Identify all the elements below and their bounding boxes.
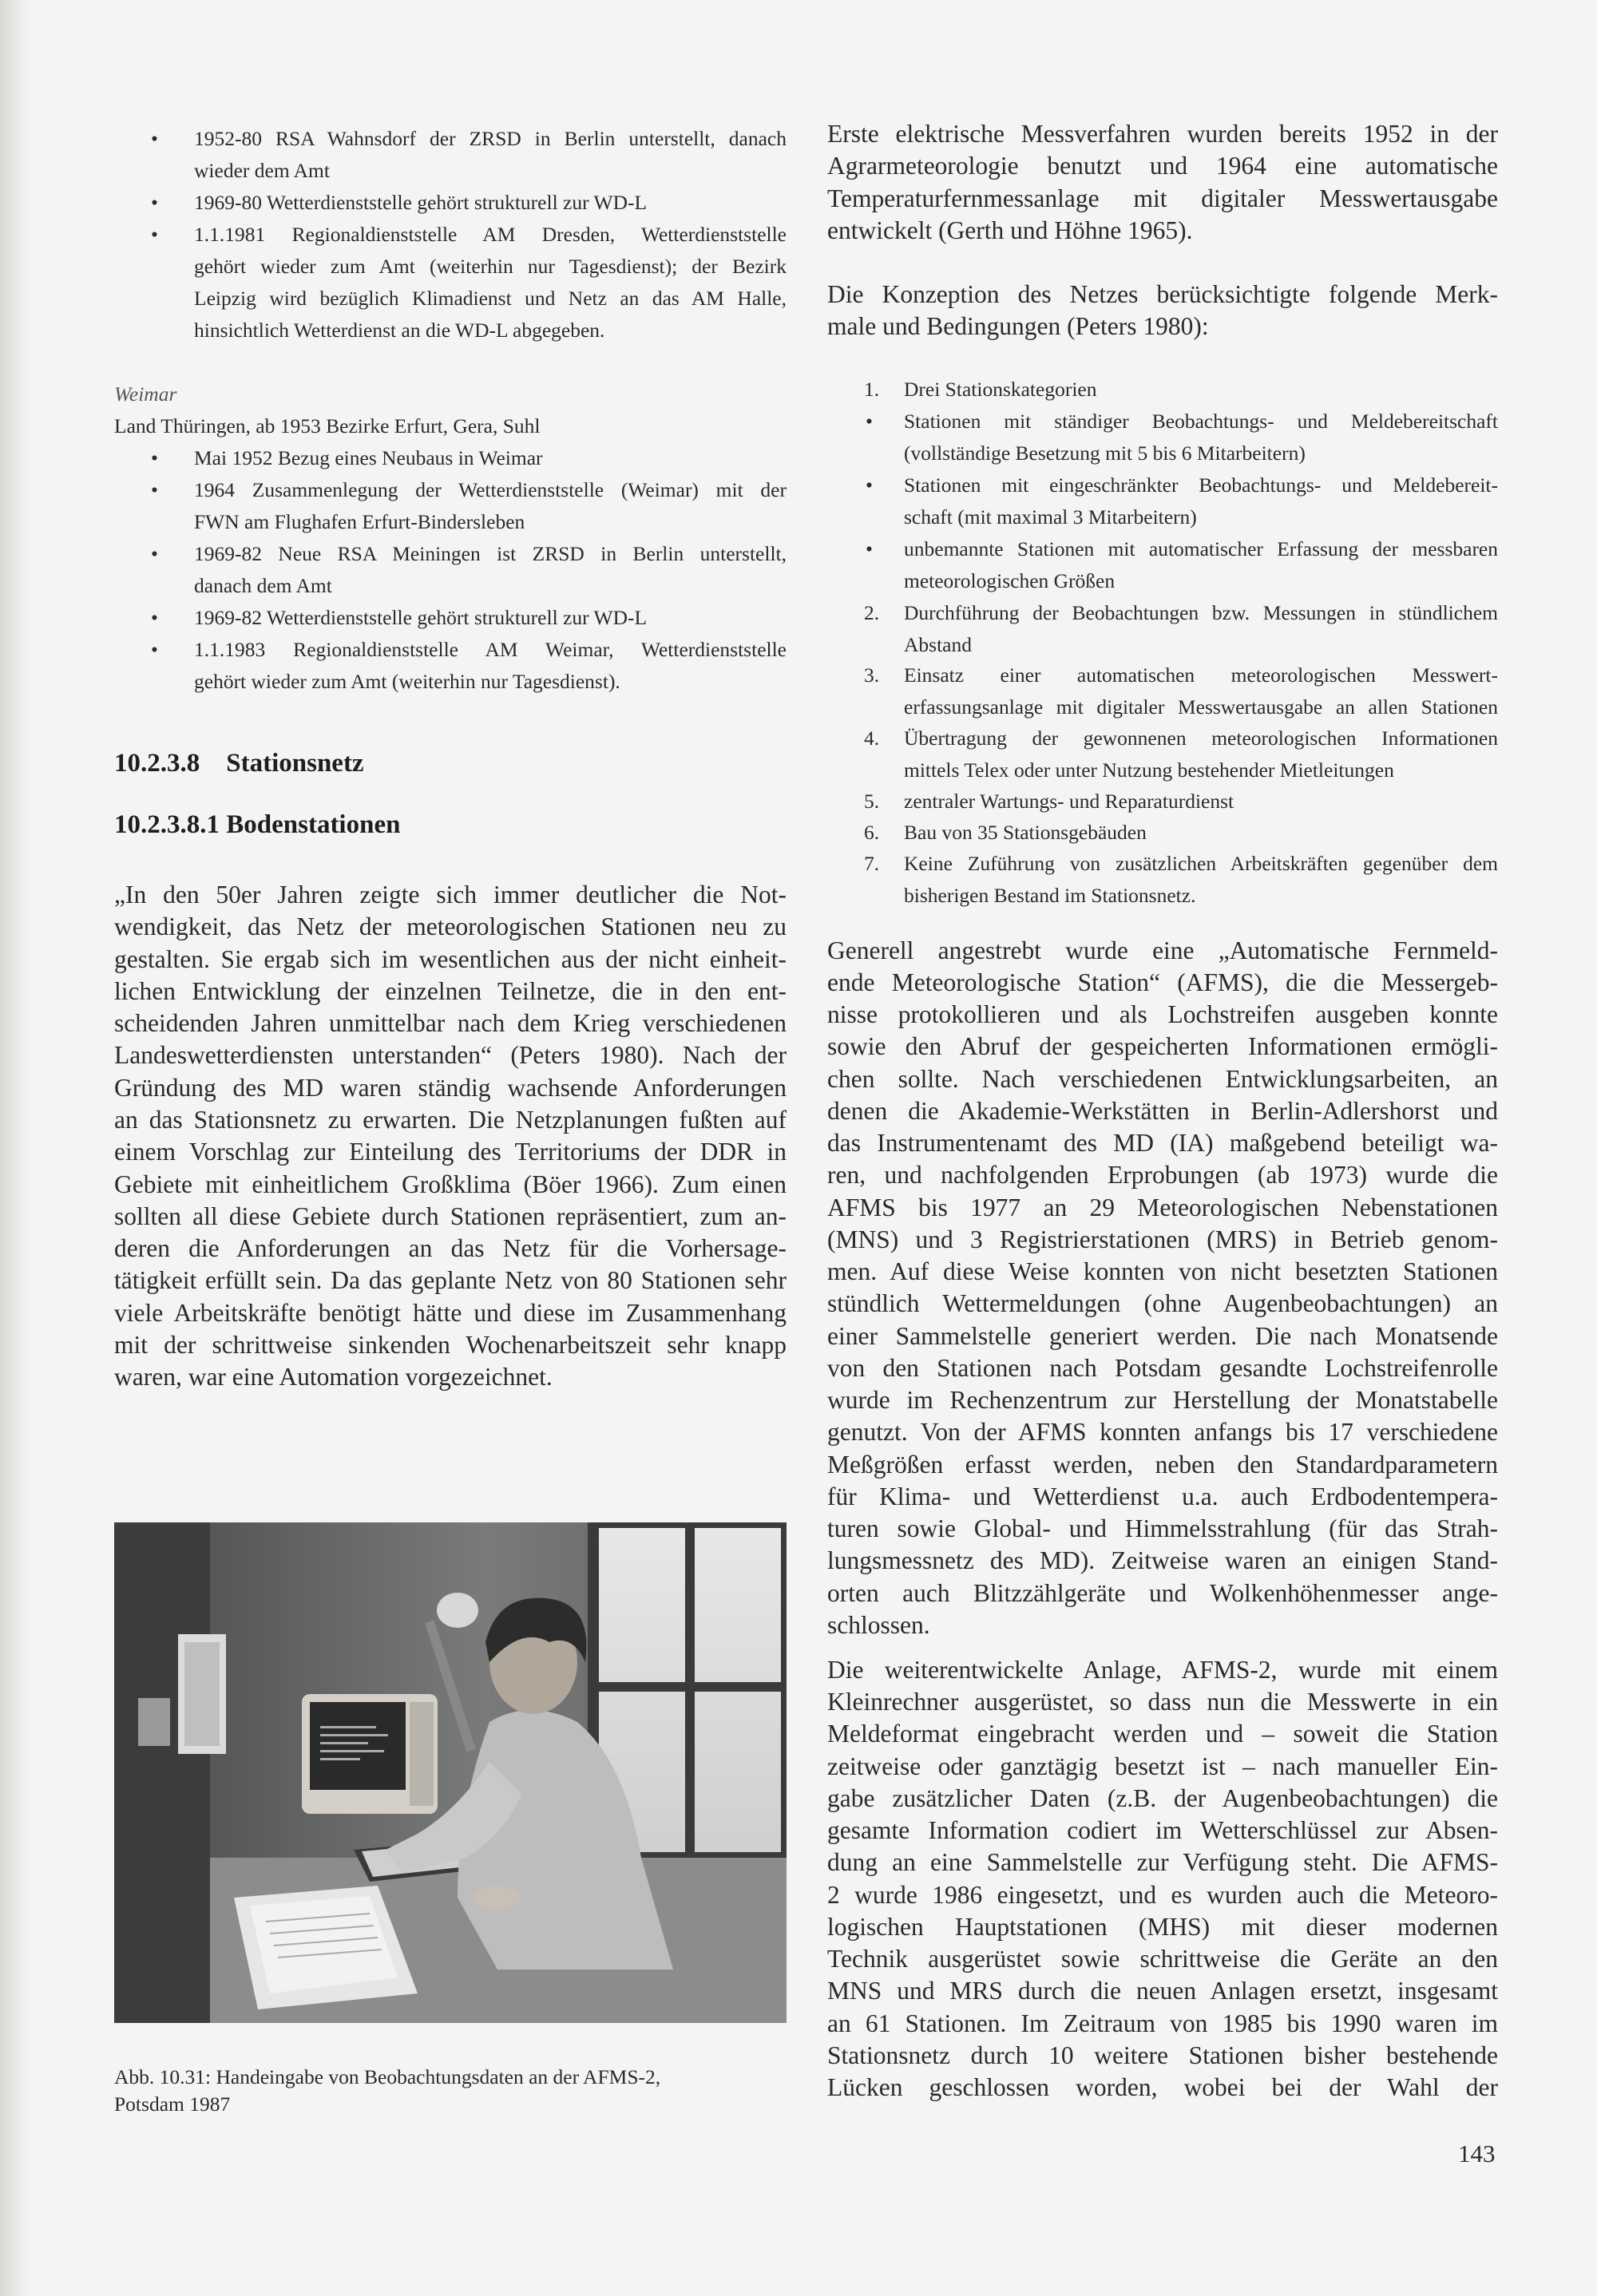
text-line: waren, war eine Automation vorgezeichnet. (114, 1363, 553, 1391)
text-line: Die weiterentwickelte Anlage, AFMS-2, wurde mit einem (827, 1656, 1498, 1684)
text-line: zeitweise oder ganztägig besetzt ist – nach manueller Ein- (827, 1752, 1498, 1780)
text-line: Meßgrößen erfasst werden, neben den Standardparametern (827, 1451, 1498, 1479)
photo-afms2-operator (114, 1522, 787, 2023)
weimar-intro: Land Thüringen, ab 1953 Bezirke Erfurt, Gera, Suhl (114, 414, 541, 437)
text-line: schlossen. (827, 1611, 930, 1639)
text-line: das Instrumentenamt des MD (IA) maßgebend beteiligt wa- (827, 1129, 1498, 1157)
text-line: lungsmessnetz des MD). Zeitweise waren an einigen Stand- (827, 1546, 1498, 1574)
text-line: chen sollte. Nach verschiedenen Entwicklungsarbeiten, an (827, 1065, 1498, 1093)
text-line: Gründung des MD waren ständig wachsende Anforderungen (114, 1074, 787, 1102)
text-line: Gebiete mit einheitlichem Großklima (Böer 1966). Zum einen (114, 1170, 787, 1198)
page-gutter-shadow (0, 0, 29, 2296)
text-line: deren die Anforderungen an das Netz für die Vorhersage- (114, 1234, 787, 1262)
page-number: 143 (1458, 2140, 1496, 2167)
text-line: sowie den Abruf der gespeicherten Informationen ermögli- (827, 1032, 1498, 1060)
text-line: ende Meteorologische Station“ (AFMS), die die Messergeb- (827, 968, 1498, 996)
text-line: „In den 50er Jahren zeigte sich immer deutlicher die Not- (114, 881, 787, 909)
section-heading-bodenstationen: 10.2.3.8.1 Bodenstationen (114, 810, 401, 839)
photo-illustration (114, 1522, 787, 2023)
text-line: gestalten. Sie ergab sich im wesentlichen aus der nicht einheit- (114, 945, 787, 973)
text-line: logischen Hauptstationen (MHS) mit dieser modernen (827, 1913, 1498, 1941)
text-line: wurde im Rechenzentrum zur Herstellung der Monatstabelle (827, 1386, 1498, 1414)
text-line: Stationsnetz durch 10 weitere Stationen bisher bestehende (827, 2041, 1498, 2069)
text-line: orten auch Blitzzählgeräte und Wolkenhöhenmesser ange- (827, 1579, 1498, 1607)
text-line: AFMS bis 1977 an 29 Meteorologischen Nebenstationen (827, 1194, 1498, 1221)
text-line: MNS und MRS durch die neuen Anlagen ersetzt, insgesamt (827, 1977, 1498, 2005)
text-line: dung an eine Sammelstelle zur Verfügung steht. Die AFMS- (827, 1848, 1498, 1876)
text-line: viele Arbeitskräfte benötigt hätte und diese im Zusammenhang (114, 1299, 787, 1327)
text-line: Lücken geschlossen worden, wobei bei der Wahl der (827, 2073, 1498, 2101)
caption-line: Abb. 10.31: Handeingabe von Beobachtungsdaten an der AFMS-2, (114, 2065, 661, 2088)
text-line: Meldeformat eingebracht werden und – soweit die Station (827, 1720, 1498, 1748)
text-line: Technik ausgerüstet sowie schrittweise die Geräte an den (827, 1945, 1498, 1973)
text-line: lichen Entwicklung der einzelnen Teilnetze, die in den ent- (114, 977, 787, 1005)
text-line: an das Stationsnetz zu erwarten. Die Netzplanungen fußten auf (114, 1106, 787, 1134)
text-line: Erste elektrische Messverfahren wurden bereits 1952 in der (827, 120, 1498, 148)
text-line: Agrarmeteorologie benutzt und 1964 eine automatische (827, 152, 1498, 180)
section-heading-stationsnetz: 10.2.3.8 Stationsnetz (114, 749, 364, 778)
text-line: male und Bedingungen (Peters 1980): (827, 312, 1209, 340)
text-line: für Klima- und Wetterdienst u.a. auch Erdbodentempera- (827, 1483, 1498, 1510)
text-line: Die Konzeption des Netzes berücksichtigte folgende Merk- (827, 280, 1498, 308)
text-line: scheidenden Jahren unmittelbar nach dem Krieg verschiedenen (114, 1009, 787, 1037)
text-line: mit der schrittweise sinkenden Wochenarbeitszeit sehr knapp (114, 1331, 787, 1359)
text-line: an 61 Stationen. Im Zeitraum von 1985 bis 1990 waren im (827, 2009, 1498, 2037)
text-line: Kleinrechner ausgerüstet, so dass nun die Messwerte in ein (827, 1688, 1498, 1716)
text-line: Landeswetterdiensten unterstanden“ (Peters 1980). Nach der (114, 1041, 787, 1069)
text-line: gabe zusätzlicher Daten (z.B. der Augenbeobachtungen) die (827, 1784, 1498, 1812)
figure-caption (114, 2064, 787, 2118)
text-line: nisse protokollieren und als Lochstreifen ausgeben konnte (827, 1000, 1498, 1028)
text-line: gesamte Information codiert im Wetterschlüssel zur Absen- (827, 1816, 1498, 1844)
text-line: einer Sammelstelle generiert werden. Die nach Monatsende (827, 1322, 1498, 1350)
caption-line: Potsdam 1987 (114, 2092, 231, 2116)
text-line: denen die Akademie-Werkstätten in Berlin-Adlershorst und (827, 1097, 1498, 1125)
text-line: men. Auf diese Weise konnten von nicht besetzten Stationen (827, 1257, 1498, 1285)
text-line: turen sowie Global- und Himmelsstrahlung (für das Strah- (827, 1514, 1498, 1542)
text-line: (MNS) und 3 Registrierstationen (MRS) in Betrieb genom- (827, 1225, 1498, 1253)
text-line: 2 wurde 1986 eingesetzt, und es wurden auch die Meteoro- (827, 1881, 1498, 1909)
weimar-heading: Weimar (114, 382, 177, 406)
text-line: tätigkeit erfüllt sein. Da das geplante Netz von 80 Stationen sehr (114, 1266, 787, 1294)
text-line: einem Vorschlag zur Einteilung des Territoriums der DDR in (114, 1138, 787, 1166)
text-line: ren, und nachfolgenden Erprobungen (ab 1973) wurde die (827, 1161, 1498, 1189)
text-line: Temperaturfernmessanlage mit digitaler Messwertausgabe (827, 184, 1498, 212)
text-line: stündlich Wettermeldungen (ohne Augenbeobachtungen) an (827, 1289, 1498, 1317)
text-line: sollten all diese Gebiete durch Stationen repräsentiert, zum an- (114, 1202, 787, 1230)
text-line: genutzt. Von der AFMS konnten anfangs bis 17 verschiedene (827, 1418, 1498, 1446)
text-line: von den Stationen nach Potsdam gesandte Lochstreifenrolle (827, 1354, 1498, 1382)
text-line: Generell angestrebt wurde eine „Automatische Fernmeld- (827, 936, 1498, 964)
text-line: wendigkeit, das Netz der meteorologischen Stationen neu zu (114, 912, 787, 940)
text-line: entwickelt (Gerth und Höhne 1965). (827, 216, 1193, 244)
